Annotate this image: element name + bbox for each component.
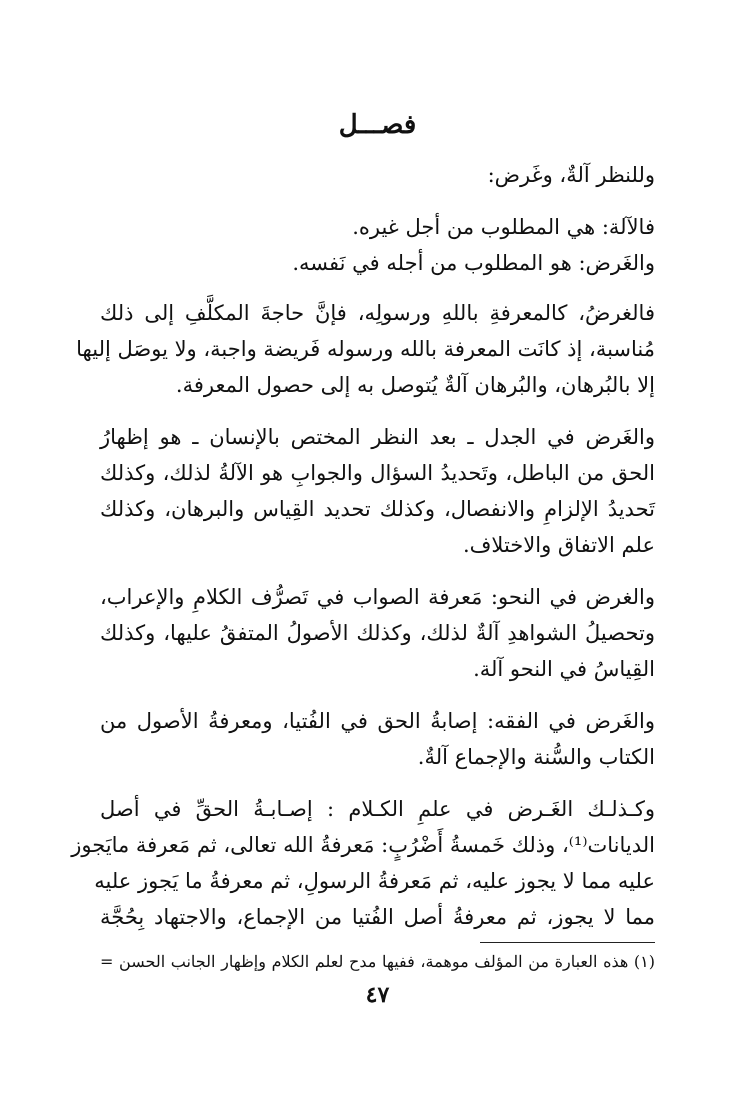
text-line: والغرض في النحو: مَعرفة الصواب في تَصرُّف الكلامِ والإعراب، [100, 585, 655, 609]
text-line: فالغرضُ، كالمعرفةِ باللهِ ورسولِه، فإنَّ حاجةَ المكلَّفِ إلى ذلك [100, 301, 655, 325]
text-line: الديانات⁽¹⁾، وذلك خَمسةُ أَضْرُبٍ: مَعرفةُ الله تعالى، ثم مَعرفة مايَجوز [71, 833, 655, 857]
text-line: مما لا يجوز، ثم معرفةُ أصل الفُتيا من الإجماع، والاجتهاد بِحُجَّة [100, 905, 655, 929]
text-line: والغَرض في الفقه: إصابةُ الحق في الفُتيا، ومعرفةُ الأصول من [100, 709, 655, 733]
text-line: القِياسُ في النحو آلة. [473, 657, 655, 681]
text-line: الكتاب والسُّنة والإجماع آلةٌ. [417, 745, 655, 769]
text-line: الحق من الباطل، وتَحديدُ السؤال والجوابِ هو الآلةُ لذلك، وكذلك [100, 461, 655, 485]
text-line: إلا بالبُرهان، والبُرهان آلةٌ يُتوصل به إلى حصول المعرفة. [175, 373, 655, 397]
footnote: (١) هذه العبارة من المؤلف موهمة، ففيها مدح لعلم الكلام وإظهار الجانب الحسن = [100, 952, 655, 971]
text-line: وكـذلـك الغَـرض في علمِ الكـلام : إصـابـةُ الحقِّ في أصل [100, 797, 655, 821]
text-line: والغَرض في الجدل ـ بعد النظر المختص بالإنسان ـ هو إظهارُ [100, 425, 655, 449]
text-line: علم الاتفاق والاختلاف. [462, 533, 655, 557]
text-line: والغَرض: هو المطلوب من أجله في نَفسه. [292, 251, 655, 275]
text-line: فالآلة: هي المطلوب من أجل غيره. [352, 215, 655, 239]
footnote-separator [480, 942, 655, 943]
text-line: وللنظر آلةٌ، وغَرض: [487, 163, 655, 187]
lower-block [71, 100, 655, 1008]
text-line: عليه مما لا يجوز عليه، ثم مَعرفةُ الرسولِ، ثم معرفةُ ما يَجوز عليه [94, 869, 655, 893]
section-heading: فصـــل [338, 110, 417, 140]
text-line: وتحصيلُ الشواهدِ آلةٌ لذلك، وكذلك الأصولُ المتفقُ عليها، وكذلك [100, 621, 655, 645]
page-number: ٤٧ [365, 982, 390, 1008]
text-line: مُناسبة، إذ كانَت المعرفة بالله ورسوله فَريضة واجبة، ولا يوصَل إليها [76, 337, 655, 361]
text-line: تَحديدُ الإلزامِ والانفصال، وكذلك تحديد القِياس والبرهان، وكذلك [100, 497, 655, 521]
